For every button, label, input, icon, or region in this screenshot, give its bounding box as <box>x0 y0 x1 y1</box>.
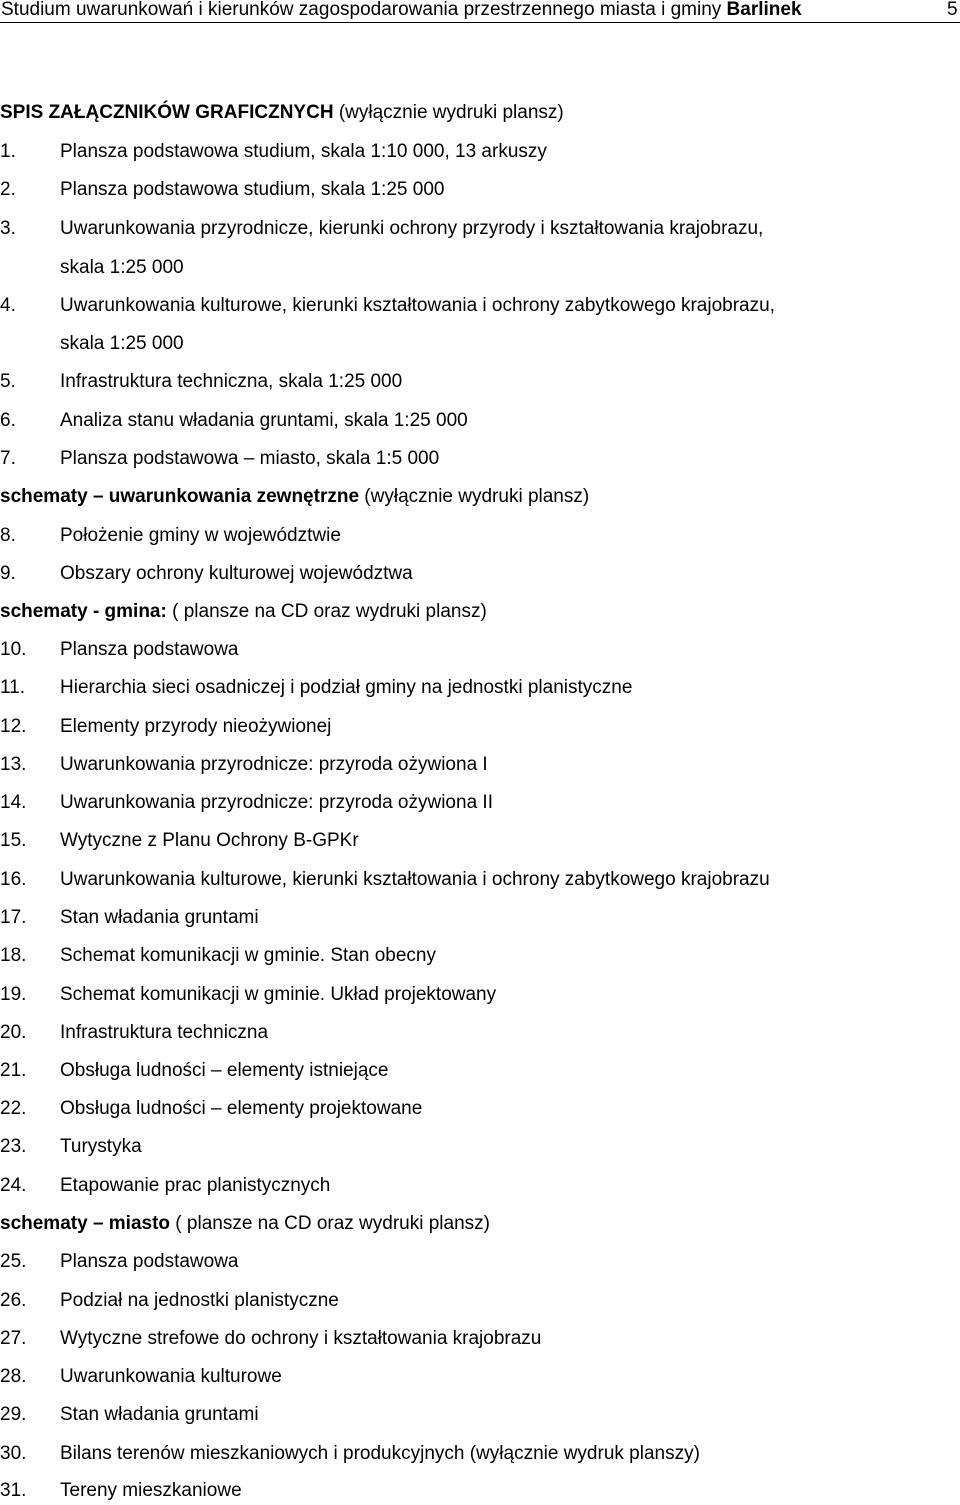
list-item-number: 13. <box>0 754 27 775</box>
list-item-number: 1. <box>0 141 16 162</box>
list-item-text: Plansza podstawowa studium, skala 1:25 000 <box>60 179 445 200</box>
list-item-number: 5. <box>0 371 16 392</box>
list-item-number: 2. <box>0 179 16 200</box>
list-item-number: 10. <box>0 639 27 660</box>
list-item-number: 8. <box>0 525 16 546</box>
list-item-text: Uwarunkowania przyrodnicze, kierunki ochrony przyrody i kształtowania krajobrazu, <box>60 218 764 239</box>
list-item-text: Plansza podstawowa studium, skala 1:10 000, 13 arkuszy <box>60 141 547 162</box>
list-item-text: Schemat komunikacji w gminie. Układ projektowany <box>60 984 497 1005</box>
list-item-text: Obsługa ludności – elementy istniejące <box>60 1060 389 1081</box>
section-heading-note: (wyłącznie wydruki plansz) <box>359 486 590 507</box>
list-item-text: Hierarchia sieci osadniczej i podział gminy na jednostki planistyczne <box>60 677 633 698</box>
list-item-text: Plansza podstawowa – miasto, skala 1:5 000 <box>60 448 440 469</box>
list-item-number: 7. <box>0 448 16 469</box>
section-heading-external <box>0 485 589 509</box>
list-item-text: Tereny mieszkaniowe <box>60 1480 242 1501</box>
list-item-number: 4. <box>0 295 16 316</box>
list-item-text: Plansza podstawowa <box>60 1251 239 1272</box>
list-item-text: Położenie gminy w województwie <box>60 525 341 546</box>
list-item-text: Stan władania gruntami <box>60 1404 259 1425</box>
section-heading-bold: schematy – uwarunkowania zewnętrzne <box>0 486 360 507</box>
list-item-number: 27. <box>0 1328 27 1349</box>
list-item-text-continuation: skala 1:25 000 <box>60 333 184 354</box>
list-item-text: Infrastruktura techniczna <box>60 1022 269 1043</box>
list-item-number: 26. <box>0 1290 27 1311</box>
list-item-number: 12. <box>0 716 27 737</box>
list-item-number: 23. <box>0 1136 27 1157</box>
list-item-text: Podział na jednostki planistyczne <box>60 1290 339 1311</box>
section-heading-bold: SPIS ZAŁĄCZNIKÓW GRAFICZNYCH <box>0 102 334 123</box>
list-item-text: Uwarunkowania kulturowe, kierunki kształtowania i ochrony zabytkowego krajobrazu <box>60 869 770 890</box>
list-item-text: Bilans terenów mieszkaniowych i produkcyjnych (wyłącznie wydruk planszy) <box>60 1443 700 1464</box>
list-item-text-continuation: skala 1:25 000 <box>60 257 184 278</box>
section-heading-municipality <box>0 600 487 624</box>
list-item-number: 29. <box>0 1404 27 1425</box>
list-item-text: Uwarunkowania przyrodnicze: przyroda ożywiona I <box>60 754 488 775</box>
list-item-number: 11. <box>0 677 26 698</box>
list-item-number: 6. <box>0 410 16 431</box>
list-item-number: 16. <box>0 869 27 890</box>
list-item-number: 18. <box>0 945 27 966</box>
list-item-number: 21. <box>0 1060 27 1081</box>
list-item-text: Stan władania gruntami <box>60 907 259 928</box>
document-title-city: Barlinek <box>726 0 802 20</box>
list-item-number: 14. <box>0 792 27 813</box>
list-item-text: Uwarunkowania kulturowe, kierunki kształtowania i ochrony zabytkowego krajobrazu, <box>60 295 775 316</box>
list-item-text: Infrastruktura techniczna, skala 1:25 000 <box>60 371 403 392</box>
list-item-text: Obsługa ludności – elementy projektowane <box>60 1098 423 1119</box>
list-item-number: 25. <box>0 1251 27 1272</box>
list-item-number: 31. <box>0 1480 27 1501</box>
list-item-text: Turystyka <box>60 1136 142 1157</box>
list-item-text: Plansza podstawowa <box>60 639 239 660</box>
list-item-number: 9. <box>0 563 16 584</box>
list-item-text: Wytyczne z Planu Ochrony B-GPKr <box>60 830 359 851</box>
list-item-number: 19. <box>0 984 27 1005</box>
list-item-text: Wytyczne strefowe do ochrony i kształtowania krajobrazu <box>60 1328 542 1349</box>
list-item-number: 28. <box>0 1366 27 1387</box>
document-title-prefix: Studium uwarunkowań i kierunków zagospodarowania przestrzennego miasta i gminy <box>1 0 727 20</box>
document-title <box>1 0 802 21</box>
list-item-text: Obszary ochrony kulturowej województwa <box>60 563 413 584</box>
section-heading-note: ( plansze na CD oraz wydruki plansz) <box>170 1213 490 1234</box>
list-item-number: 17. <box>0 907 27 928</box>
list-item-number: 30. <box>0 1443 27 1464</box>
section-heading-note: ( plansze na CD oraz wydruki plansz) <box>166 601 487 622</box>
page-number: 5 <box>947 0 958 20</box>
section-heading-bold: schematy - gmina: <box>0 601 167 622</box>
list-item-number: 3. <box>0 218 16 239</box>
page-header <box>0 0 960 22</box>
list-item-text: Uwarunkowania przyrodnicze: przyroda ożywiona II <box>60 792 493 813</box>
section-heading-note: (wyłącznie wydruki plansz) <box>333 102 564 123</box>
list-item-text: Etapowanie prac planistycznych <box>60 1175 331 1196</box>
section-heading-city <box>0 1212 490 1236</box>
list-item-text: Analiza stanu władania gruntami, skala 1:25 000 <box>60 410 468 431</box>
header-divider <box>0 22 960 23</box>
list-item-text: Schemat komunikacji w gminie. Stan obecny <box>60 945 436 966</box>
section-heading-attachments <box>0 101 564 125</box>
list-item-number: 24. <box>0 1175 27 1196</box>
list-item-text: Uwarunkowania kulturowe <box>60 1366 282 1387</box>
list-item-number: 15. <box>0 830 27 851</box>
list-item-number: 20. <box>0 1022 27 1043</box>
section-heading-bold: schematy – miasto <box>0 1213 171 1234</box>
list-item-text: Elementy przyrody nieożywionej <box>60 716 332 737</box>
list-item-number: 22. <box>0 1098 27 1119</box>
